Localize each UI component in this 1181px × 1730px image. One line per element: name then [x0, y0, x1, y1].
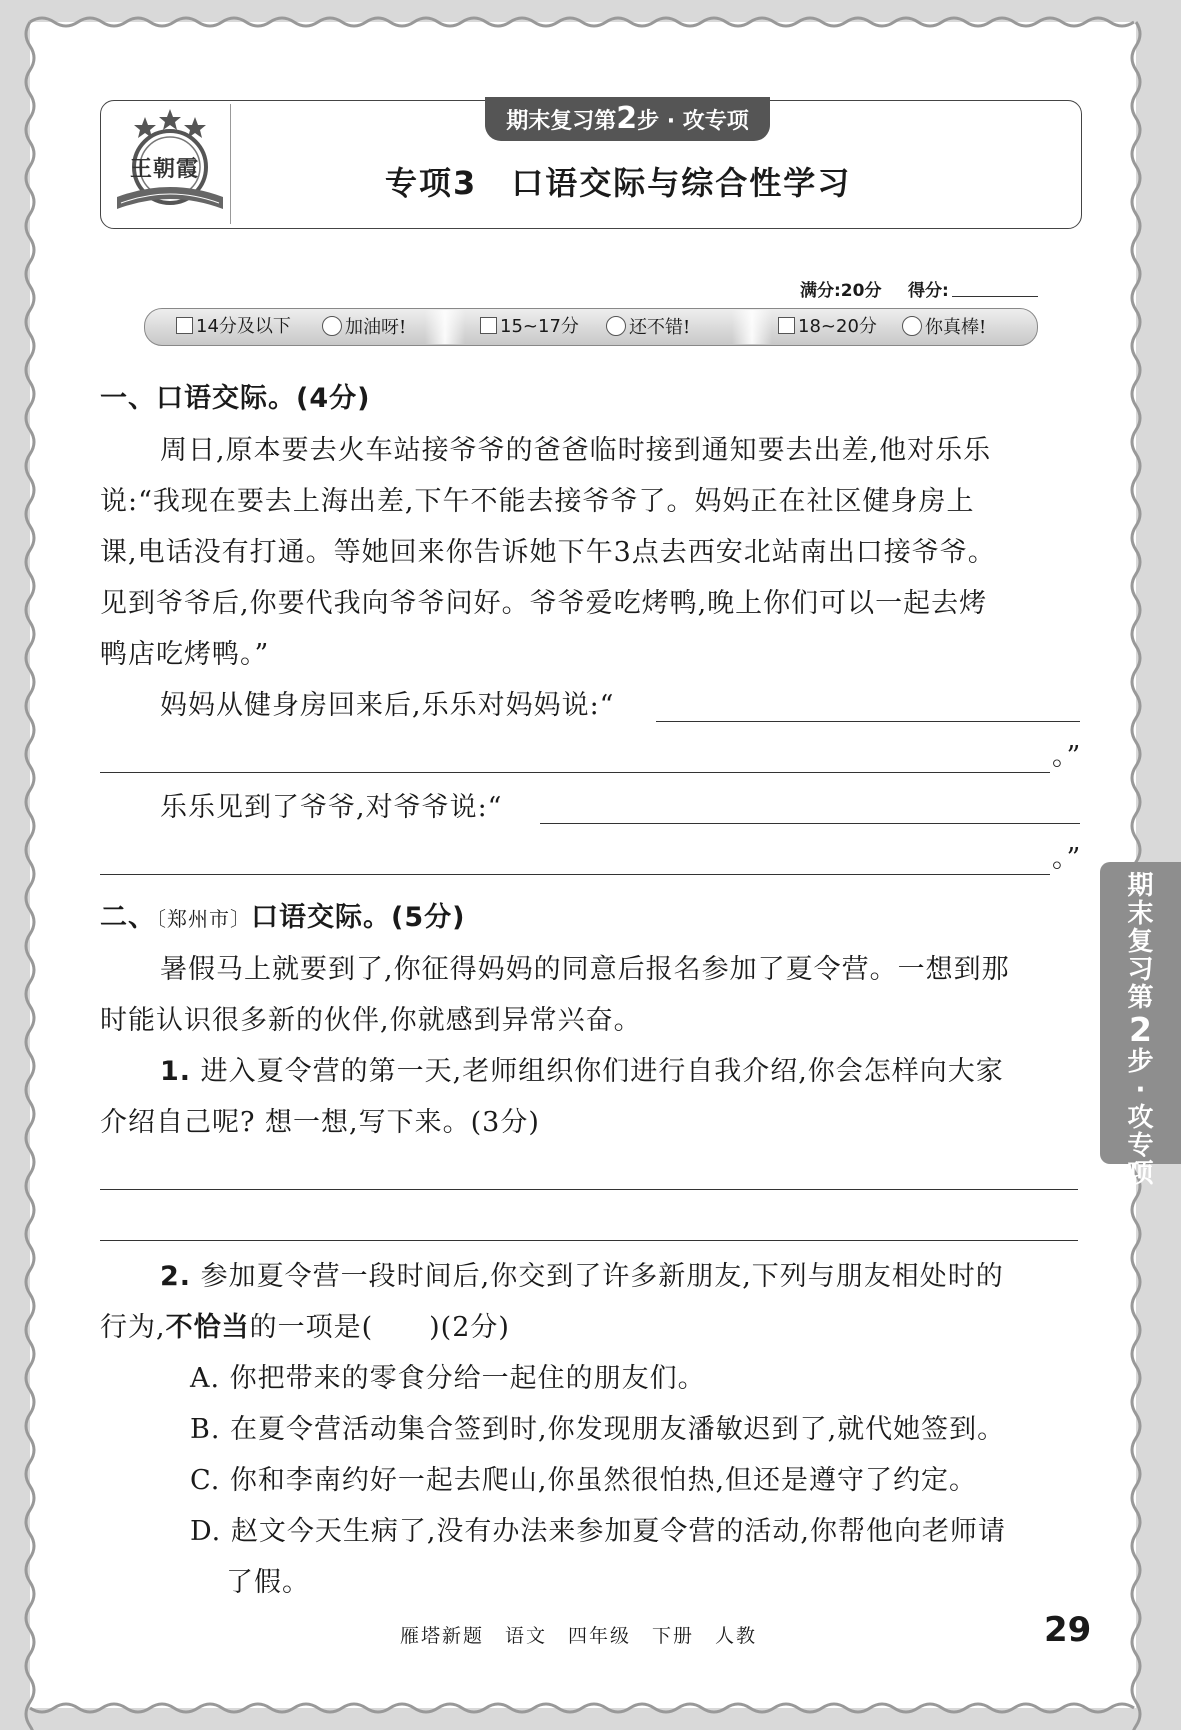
- section1-para-line: 说:“我现在要去上海出差,下午不能去接爷爷了。妈妈正在社区健身房上: [100, 486, 975, 517]
- side-tab-char: 第: [1127, 983, 1154, 1013]
- section2-heading-text: 口语交际。(5分): [251, 902, 466, 933]
- side-tab-char: 专: [1127, 1131, 1154, 1161]
- question-2: [160, 1251, 1004, 1302]
- cheer-face-icon: [322, 316, 342, 336]
- side-tab-char: 攻: [1127, 1103, 1154, 1133]
- header-tab-suffix: 步 · 攻专项: [637, 109, 749, 134]
- score-range-label: 18~20分: [798, 316, 877, 337]
- header-tab-step: 2: [616, 101, 638, 136]
- score-comment-1: [322, 316, 406, 339]
- side-tab-text: [1100, 872, 1181, 1188]
- smile-face-icon: [606, 316, 626, 336]
- section1-para-line: 鸭店吃烤鸭。”: [100, 639, 270, 670]
- page-title: 专项3 口语交际与综合性学习: [385, 164, 852, 202]
- score-comment-label: 还不错!: [629, 317, 691, 338]
- option-b[interactable]: B. 在夏令营活动集合签到时,你发现朋友潘敏迟到了,就代她签到。: [190, 1414, 1006, 1445]
- section2-heading-prefix: 二、: [100, 902, 156, 933]
- side-tab-char: 习: [1127, 955, 1154, 985]
- score-full: 满分:20分: [800, 281, 882, 301]
- score-comment-label: 你真棒!: [925, 317, 987, 338]
- answer-line[interactable]: [656, 721, 1080, 722]
- score-range-label: 15~17分: [500, 316, 579, 337]
- score-got-blank[interactable]: [952, 296, 1038, 297]
- checkbox-icon[interactable]: [778, 317, 795, 334]
- answer-line[interactable]: [100, 772, 1050, 773]
- section1-para-line: 课,电话没有打通。等她回来你告诉她下午3点去西安北站南出口接爷爷。: [100, 537, 996, 568]
- score-comment-3: [902, 316, 986, 339]
- score-range-label: 14分及以下: [196, 316, 291, 337]
- score-comment-label: 加油呀!: [345, 317, 407, 338]
- section1-prompt-grandpa: 乐乐见到了爷爷,对爷爷说:“: [160, 792, 503, 823]
- answer-line[interactable]: [100, 1240, 1078, 1241]
- section1-prompt-mother: 妈妈从健身房回来后,乐乐对妈妈说:“: [160, 690, 615, 721]
- option-d-continued: 了假。: [226, 1567, 310, 1598]
- page-number: 29: [1044, 1610, 1092, 1650]
- question-text: 进入夏令营的第一天,老师组织你们进行自我介绍,你会怎样向大家: [200, 1056, 1004, 1087]
- checkbox-icon[interactable]: [176, 317, 193, 334]
- footer-text: 雁塔新题 语文 四年级 下册 人教: [400, 1625, 758, 1647]
- option-a[interactable]: A. 你把带来的零食分给一起住的朋友们。: [190, 1363, 706, 1394]
- section2-heading: [100, 892, 465, 945]
- header-tab: [485, 97, 770, 141]
- emphasis-text: 不恰当: [165, 1312, 250, 1343]
- side-tab-char: ·: [1135, 1075, 1146, 1105]
- close-quote: 。”: [1052, 741, 1082, 772]
- region-tag: 〔郑州市〕: [156, 907, 251, 931]
- logo-text: 王朝霞: [130, 156, 200, 182]
- answer-line[interactable]: [100, 1189, 1078, 1190]
- side-tab-char: 步: [1127, 1047, 1154, 1077]
- checkbox-icon[interactable]: [480, 317, 497, 334]
- question-text: 的一项是( )(2分): [249, 1312, 510, 1343]
- side-tab-step: 2: [1129, 1010, 1152, 1049]
- section1-para-line: 见到爷爷后,你要代我向爷爷问好。爷爷爱吃烤鸭,晚上你们可以一起去烤: [100, 588, 988, 619]
- logo-divider: [230, 104, 231, 224]
- section1-para-line: 周日,原本要去火车站接爷爷的爸爸临时接到通知要去出差,他对乐乐: [160, 435, 992, 466]
- score-comment-2: [606, 316, 690, 339]
- section2-para-line: 暑假马上就要到了,你征得妈妈的同意后报名参加了夏令营。一想到那: [160, 954, 1010, 985]
- question-1: [160, 1046, 1004, 1097]
- score-range-3: [778, 316, 877, 338]
- score-range-1: [176, 316, 291, 338]
- side-tab-char: 末: [1127, 899, 1154, 929]
- score-separator: [732, 310, 772, 344]
- header-tab-prefix: 期末复习第: [506, 109, 617, 134]
- question-text: 行为,: [100, 1312, 166, 1343]
- close-quote: 。”: [1052, 843, 1082, 874]
- question-1-line2: 介绍自己呢? 想一想,写下来。(3分): [100, 1107, 540, 1138]
- side-tab-char: 项: [1127, 1159, 1154, 1189]
- question-2-line2: [100, 1302, 510, 1353]
- answer-line[interactable]: [540, 823, 1080, 824]
- question-number: 1.: [160, 1056, 192, 1087]
- score-separator: [425, 310, 465, 344]
- side-tab-char: 复: [1127, 927, 1154, 957]
- answer-line[interactable]: [100, 874, 1050, 875]
- question-number: 2.: [160, 1261, 192, 1292]
- happy-face-icon: [902, 316, 922, 336]
- option-c[interactable]: C. 你和李南约好一起去爬山,你虽然很怕热,但还是遵守了约定。: [190, 1465, 978, 1496]
- section1-heading: 一、口语交际。(4分): [100, 383, 371, 414]
- question-text: 参加夏令营一段时间后,你交到了许多新朋友,下列与朋友相处时的: [200, 1261, 1004, 1292]
- option-d[interactable]: D. 赵文今天生病了,没有办法来参加夏令营的活动,你帮他向老师请: [190, 1516, 1007, 1547]
- section2-para-line: 时能认识很多新的伙伴,你就感到异常兴奋。: [100, 1005, 642, 1036]
- score-got-label: 得分:: [908, 281, 949, 301]
- side-tab-char: 期: [1127, 871, 1154, 901]
- score-range-2: [480, 316, 579, 338]
